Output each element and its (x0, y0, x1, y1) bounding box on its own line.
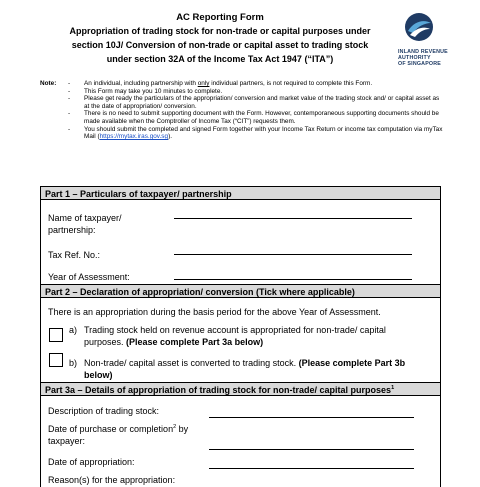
iras-logo (398, 12, 470, 67)
option-a-text: a) Trading stock held on revenue account is appropriated for non-trade/ capital purposes. (Please complete Part 3a below) (69, 325, 386, 347)
iras-emblem-icon (404, 12, 434, 42)
date-purchase-field[interactable] (209, 449, 414, 450)
option-a-checkbox[interactable] (49, 328, 63, 342)
form-subtitle (40, 24, 400, 66)
logo-wordmark (398, 49, 470, 67)
logo-line: OF SINGAPORE (398, 61, 442, 67)
note-item: - This Form may take you 10 minutes to complete. (68, 87, 223, 95)
note-item: - An individual, including partnership with only individual partners, is not required to complete this Form. (68, 80, 373, 87)
taxref-field[interactable] (174, 254, 412, 255)
part2-intro: There is an appropriation during the basis period for the above Year of Assessment. (48, 307, 381, 317)
date-purchase-label: Date of purchase or completion$^2$ by taxpayer: (48, 424, 189, 446)
subtitle-line: under section 32A of the Income Tax Act 1947 (“ITA”) (106, 54, 334, 64)
form-title: AC Reporting Form (176, 12, 264, 23)
part3a-heading: Part 3a – Details of appropriation of trading stock for non-trade/ capital purposes$^1$ (41, 382, 440, 396)
note-label: Note: (40, 80, 57, 87)
option-b-text: b) Non-trade/ capital asset is converted to trading stock. (Please complete Part 3b below) (69, 358, 406, 380)
date-appropriation-label: Date of appropriation: (48, 457, 135, 467)
form-header (40, 12, 400, 66)
mytax-link[interactable]: https://mytax.iras.gov.sg (99, 133, 169, 141)
logo-line: AUTHORITY (398, 55, 431, 61)
date-appropriation-field[interactable] (209, 468, 414, 469)
part2-heading: Part 2 – Declaration of appropriation/ conversion (Tick where applicable) (41, 284, 440, 298)
desc-field[interactable] (209, 417, 414, 418)
name-label: Name of taxpayer/ partnership: (48, 213, 122, 235)
subtitle-line: Appropriation of trading stock for non-trade or capital purposes under (69, 26, 371, 36)
note-list (64, 80, 444, 141)
subtitle-line: section 10J/ Conversion of non-trade or capital asset to trading stock (71, 40, 369, 50)
part1-heading: Part 1 – Particulars of taxpayer/ partnership (41, 186, 440, 200)
ya-label: Year of Assessment: (48, 272, 130, 282)
ya-field[interactable] (174, 279, 412, 280)
reasons-label: Reason(s) for the appropriation: (48, 475, 176, 485)
taxref-label: Tax Ref. No.: (48, 250, 101, 260)
note-item: - There is no need to submit supporting document with the Form. However, contemporaneous supporting documents should be made available when the Comptroller of Income Tax (“CIT”) requests them. (68, 110, 439, 125)
desc-label: Description of trading stock: (48, 406, 160, 416)
name-field[interactable] (174, 218, 412, 219)
form-body (40, 186, 441, 487)
note-item: - Please get ready the particulars of the appropriation/ conversion and market value of the trading stock and/ or capital asset as at the date of appropriation/ conversion. (68, 95, 440, 110)
note-item: - You should submit the completed and signed Form together with your Income Tax Return or income tax computation via myTax Mail (https://mytax.iras.gov.sg). (68, 125, 443, 141)
logo-line: INLAND REVENUE (398, 49, 448, 55)
option-b-checkbox[interactable] (49, 353, 63, 367)
